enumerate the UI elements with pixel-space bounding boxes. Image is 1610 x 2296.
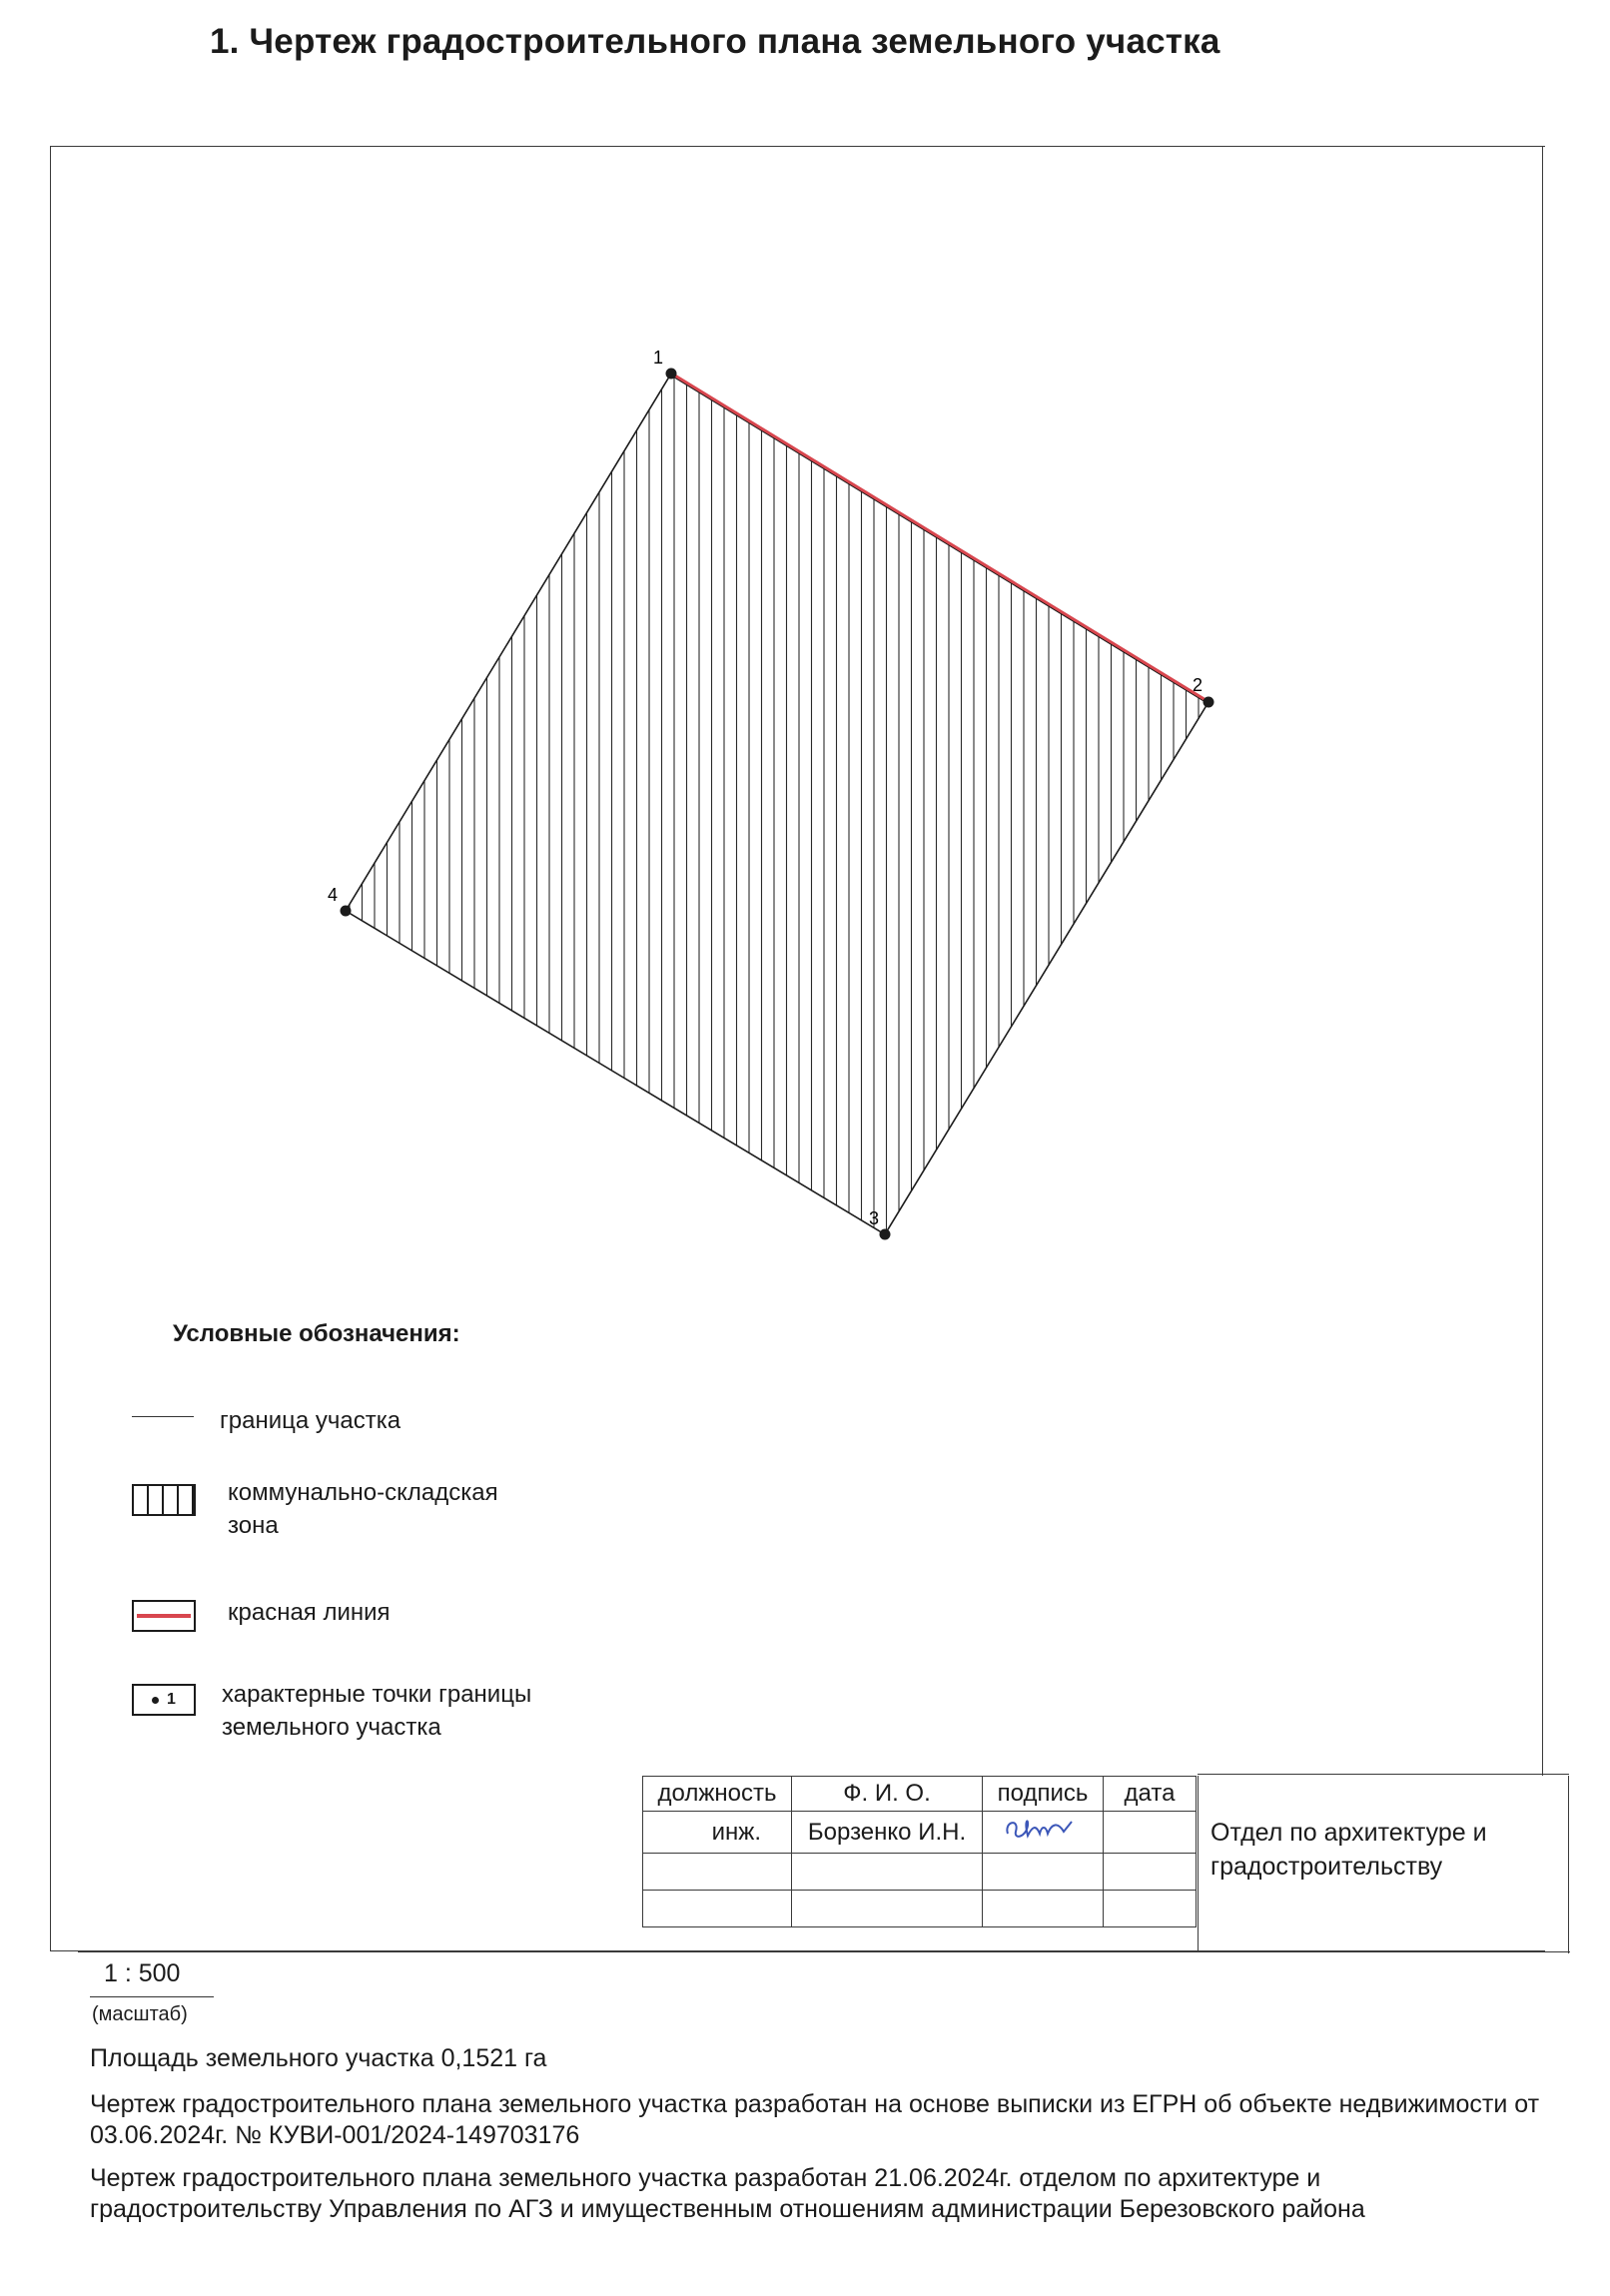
legend-point-label: характерные точки границы земельного участка: [222, 1681, 532, 1741]
title-block-empty-row: [643, 1854, 1197, 1891]
point-label-3: 3: [869, 1208, 880, 1228]
cell-name: Борзенко И.Н.: [792, 1812, 983, 1854]
header-date: дата: [1104, 1777, 1197, 1812]
scale-value: 1 : 500: [104, 1959, 181, 1987]
title-block-header-row: [643, 1777, 1197, 1812]
plot-area-note: Площадь земельного участка 0,1521 га: [90, 2044, 547, 2072]
legend-boundary-label: граница участка: [220, 1407, 402, 1434]
cell-position: инж.: [643, 1812, 792, 1854]
organization-name: Отдел по архитектуре и градостроительству: [1210, 1819, 1487, 1881]
point-dot-icon: [152, 1697, 159, 1704]
plot-boundary: [346, 374, 1208, 1234]
legend-boundary-symbol: [132, 1416, 194, 1417]
red-line: [671, 374, 1208, 702]
title-block-table: [642, 1776, 1197, 1927]
cell-date: [1104, 1812, 1197, 1854]
cell-signature: [983, 1812, 1104, 1854]
header-position: должность: [643, 1777, 792, 1812]
legend-point-symbol: [132, 1684, 196, 1716]
title-block-row: [643, 1812, 1197, 1854]
page-title: 1. Чертеж градостроительного плана земельного участка: [210, 22, 1220, 61]
legend-red-line-label: красная линия: [228, 1599, 391, 1626]
characteristic-point-1: [666, 369, 677, 380]
communal-storage-zone-hatch: [350, 360, 1199, 1248]
title-block-empty-row: [643, 1891, 1197, 1927]
scale-underline: [90, 1996, 214, 1997]
point-label-1: 1: [653, 348, 664, 368]
characteristic-point-3: [880, 1229, 891, 1240]
developer-note: Чертеж градостроительного плана земельного участка разработан 21.06.2024г. отделом по архитектуре и градостроительству Управления по АГЗ и имущественным отношениям администрации Березовского района: [90, 2164, 1365, 2223]
legend-title: Условные обозначения:: [173, 1320, 460, 1347]
legend-point-symbol-label: 1: [167, 1691, 176, 1708]
scale-caption: (масштаб): [92, 2003, 188, 2025]
characteristic-point-2: [1204, 697, 1214, 708]
legend-zone-label: коммунально-складская зона: [228, 1479, 498, 1539]
title-block-top-line: [1198, 1774, 1569, 1775]
characteristic-point-4: [341, 906, 352, 917]
header-signature: подпись: [983, 1777, 1104, 1812]
point-label-2: 2: [1193, 675, 1204, 695]
handwritten-signature: [998, 1812, 1088, 1846]
header-name: Ф. И. О.: [792, 1777, 983, 1812]
title-block-divider: [1198, 1776, 1199, 1951]
red-line-edge: [671, 376, 1208, 704]
legend-zone-symbol: [132, 1484, 196, 1516]
legend-red-line-symbol: [132, 1600, 196, 1632]
basis-note: Чертеж градостроительного плана земельного участка разработан на основе выписки из ЕГРН об объекте недвижимости от 03.06.2024г. № КУВИ-001/2024-149703176: [90, 2090, 1540, 2149]
point-label-4: 4: [328, 885, 339, 905]
